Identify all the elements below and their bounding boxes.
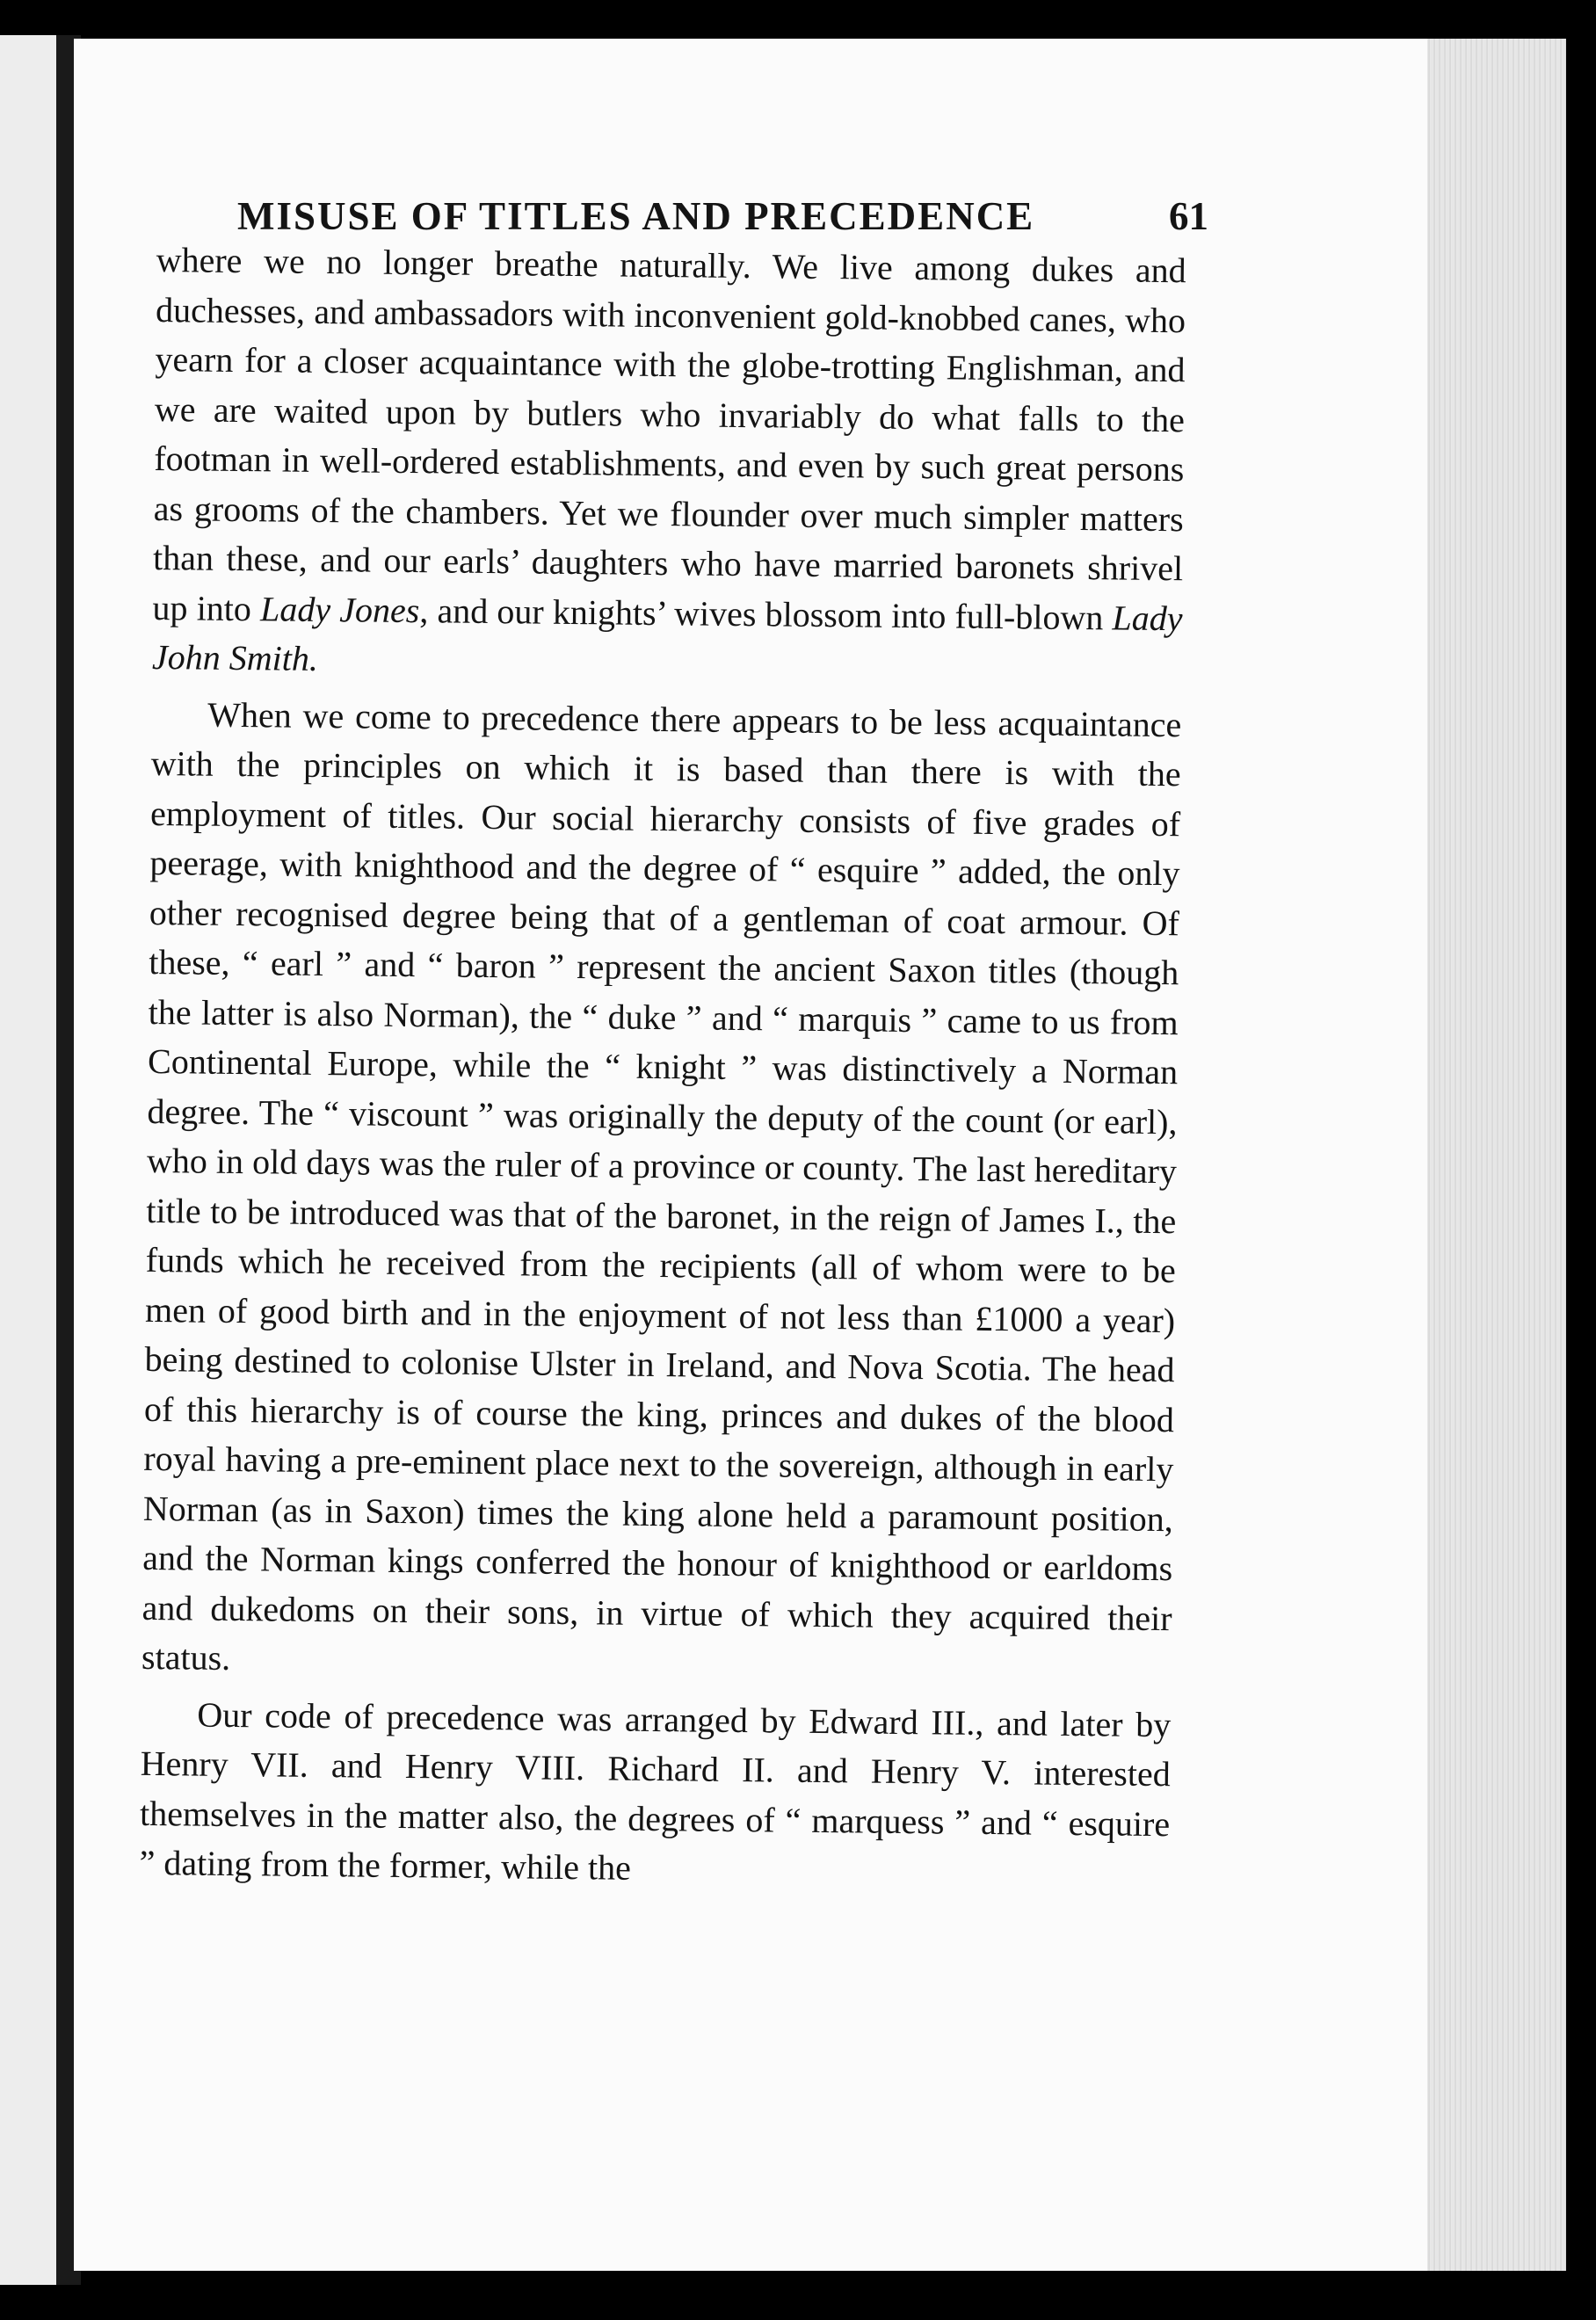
italic-lady-john-smith: Lady John Smith. <box>151 597 1183 678</box>
paragraph-2: When we come to precedence there appears to be less acquaintance with the principles on which it is based than there is with the employment of titles. Our social hierarchy consists of five grades of peerage, with knighthood and the degree of “ esquire ” added, the only other recognised degree being that of a gentleman of coat armour. Of these, “ earl ” and “ baron ” represent the ancient Saxon titles (though the latter is also Norman), the “ duke ” and “ marquis ” came to us from Continental Europe, while the “ knight ” was distinctively a Norman degree. The “ viscount ” was originally the deputy of the count (or earl), who in old days was the ruler of a province or county. The last hereditary title to be introduced was that of the baronet, in the reign of James I., the funds which he received from the recipients (all of whom were to be men of good birth and in the enjoyment of not less than £1000 a year) being destined to colonise Ulster in Ireland, and Nova Scotia. The head of this hierarchy is of course the king, princes and dukes of the blood royal having a pre-eminent place next to the sovereign, although in early Norman (as in Saxon) times the king alone held a paramount position, and the Norman kings conferred the honour of knighthood or earldoms and dukedoms on their sons, in virtue of which they acquired their status. <box>141 694 1182 1678</box>
running-head-title: MISUSE OF TITLES AND PRECEDENCE <box>237 194 1035 238</box>
italic-lady-jones: Lady Jones <box>259 588 420 630</box>
paragraph-1-text-a: where we no longer breathe naturally. We live among dukes and duchesses, and ambassadors with inconvenient gold-knobbed canes, who yearn for a closer acquaintance with the globe-trotting Englishman, and we are waited upon by butlers who invariably do what falls to the footman in well-ordered establishments, and even by such great persons as grooms of the chambers. Yet we flounder over much simpler matters than these, and our earls’ daughters who have married baronets shrivel up into <box>152 239 1186 628</box>
page-number: 61 <box>1169 194 1208 238</box>
paragraph-1-text-b: , and our knights’ wives blossom into full-blown <box>419 590 1113 637</box>
paragraph-1 <box>152 236 1186 693</box>
paragraph-3: Our code of precedence was arranged by Edward III., and later by Henry VII. and Henry VIII. Richard II. and Henry V. interested themselves in the matter also, the degrees of “ marquess ” and “ esquire ” dating from the former, while the <box>139 1694 1172 1888</box>
running-head <box>237 193 1208 239</box>
body-text <box>139 236 1186 1899</box>
page-edges <box>1420 39 1566 2271</box>
facing-page-edge <box>0 35 63 2285</box>
